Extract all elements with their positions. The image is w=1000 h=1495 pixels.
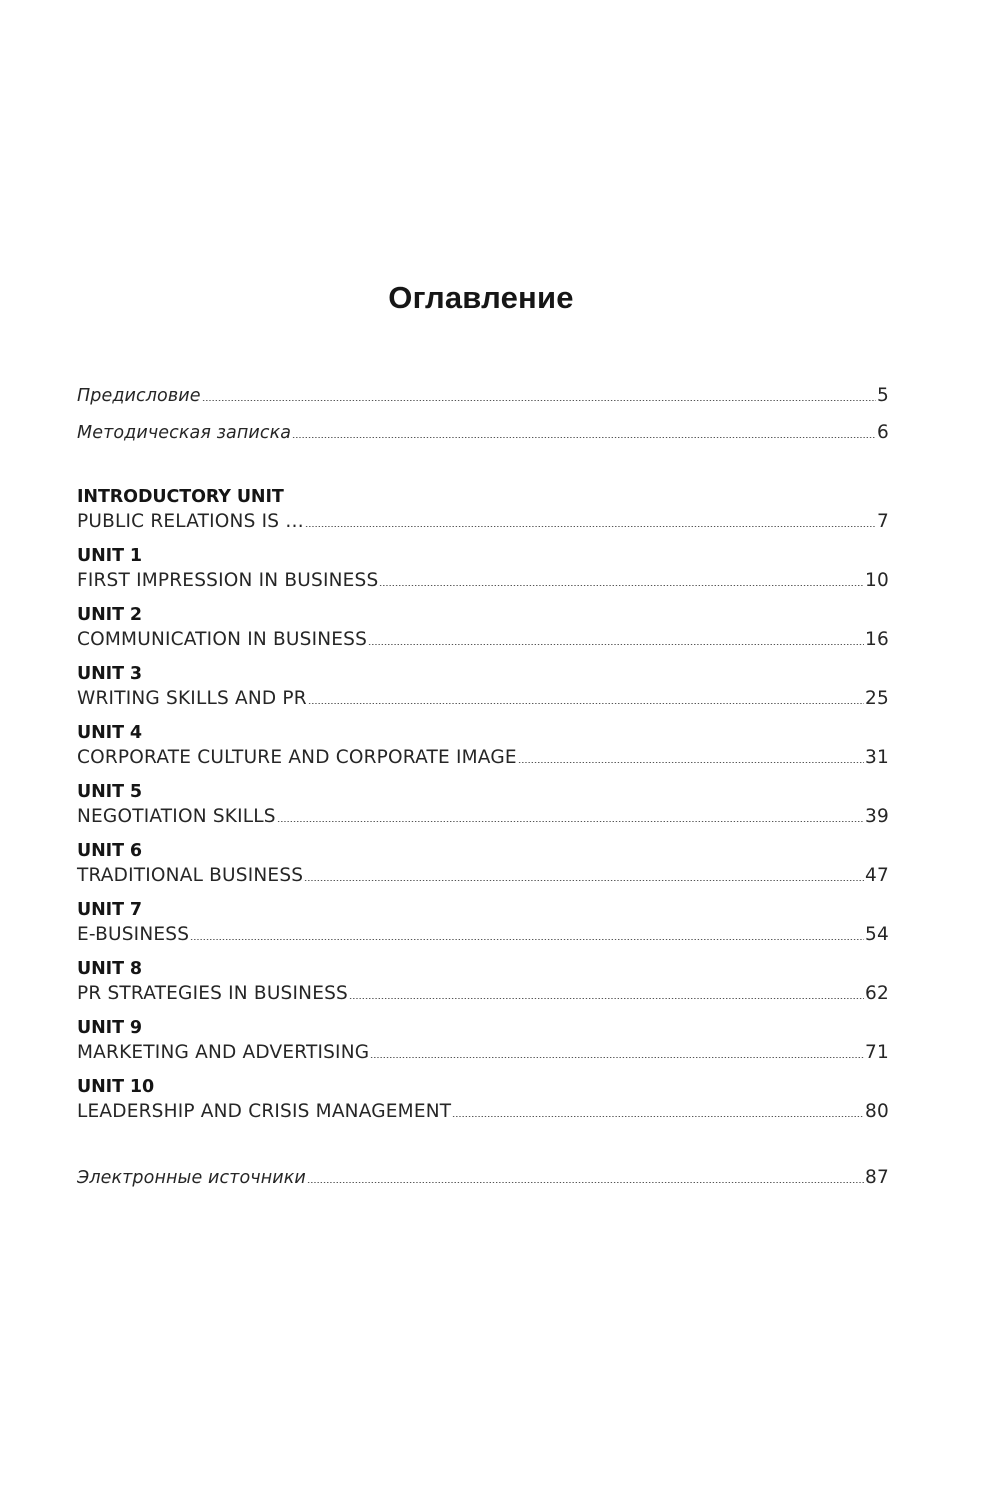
unit-heading: UNIT 9 [77,1018,142,1038]
toc-entry-label: LEADERSHIP AND CRISIS MANAGEMENT [77,1101,452,1122]
dot-leader [308,703,864,704]
toc-entry-unit-7[interactable] [77,923,889,947]
toc-page-number: 10 [865,570,889,591]
toc-entry-label: PUBLIC RELATIONS IS … [77,511,305,532]
dot-leader [202,400,876,401]
toc-entry-label: Электронные источники [77,1168,306,1188]
unit-heading: UNIT 4 [77,723,142,743]
dot-leader [368,644,864,645]
toc-page-number: 39 [865,806,889,827]
toc-page-number: 71 [865,1042,889,1063]
toc-entry-label: FIRST IMPRESSION IN BUSINESS [77,570,379,591]
unit-heading: UNIT 2 [77,605,142,625]
toc-entry-label: Предисловие [77,386,201,406]
dot-leader [305,526,876,527]
unit-heading: UNIT 3 [77,664,142,684]
dot-leader [518,762,864,763]
unit-heading: UNIT 6 [77,841,142,861]
toc-page-number: 7 [877,511,889,532]
toc-entry-unit-9[interactable] [77,1041,889,1065]
toc-page-number: 16 [865,629,889,650]
toc-entry-label: PR STRATEGIES IN BUSINESS [77,983,348,1004]
toc-entry-unit-2[interactable] [77,628,889,652]
toc-page-number: 31 [865,747,889,768]
unit-heading: UNIT 1 [77,546,142,566]
toc-entry-foreword[interactable] [77,384,889,408]
toc-entry-label: NEGOTIATION SKILLS [77,806,276,827]
toc-page-number: 25 [865,688,889,709]
unit-heading: UNIT 7 [77,900,142,920]
toc-page-number: 6 [877,422,889,443]
toc-entry-electronic-sources[interactable] [77,1166,889,1190]
toc-page-number: 87 [865,1167,889,1188]
dot-leader [304,880,864,881]
unit-heading: INTRODUCTORY UNIT [77,487,284,507]
unit-heading: UNIT 10 [77,1077,155,1097]
toc-page-number: 5 [877,385,889,406]
toc-entry-unit-10[interactable] [77,1100,889,1124]
toc-entry-unit-5[interactable] [77,805,889,829]
dot-leader [370,1057,864,1058]
toc-page-number: 47 [865,865,889,886]
toc-entry-label: Методическая записка [77,423,292,443]
dot-leader [307,1182,864,1183]
toc-page-number: 80 [865,1101,889,1122]
dot-leader [349,998,864,999]
toc-entry-methodological-note[interactable] [77,421,889,445]
dot-leader [292,437,876,438]
toc-entry-unit-8[interactable] [77,982,889,1006]
toc-entry-unit-intro[interactable] [77,510,889,534]
toc-page-number: 54 [865,924,889,945]
toc-entry-label: WRITING SKILLS AND PR [77,688,307,709]
dot-leader [190,939,864,940]
toc-entry-label: COMMUNICATION IN BUSINESS [77,629,368,650]
toc-entry-label: E-BUSINESS [77,924,190,945]
toc-entry-label: MARKETING AND ADVERTISING [77,1042,370,1063]
toc-entry-unit-1[interactable] [77,569,889,593]
page-title: Оглавление [388,280,574,315]
toc-entry-label: TRADITIONAL BUSINESS [77,865,304,886]
toc-entry-label: CORPORATE CULTURE AND CORPORATE IMAGE [77,747,517,768]
toc-entry-unit-3[interactable] [77,687,889,711]
unit-heading: UNIT 5 [77,782,142,802]
dot-leader [452,1116,864,1117]
unit-heading: UNIT 8 [77,959,142,979]
toc-page-number: 62 [865,983,889,1004]
toc-entry-unit-6[interactable] [77,864,889,888]
toc-entry-unit-4[interactable] [77,746,889,770]
dot-leader [379,585,864,586]
dot-leader [277,821,864,822]
